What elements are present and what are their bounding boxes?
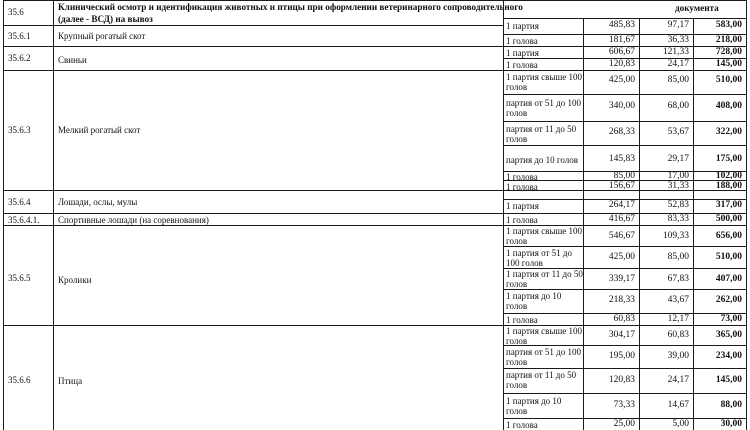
price-total: 407,00 [715, 274, 742, 284]
grid-line [503, 145, 747, 146]
price-total: 583,00 [715, 20, 742, 30]
price-total: 510,00 [715, 252, 742, 262]
price-vat: 14,67 [667, 400, 689, 410]
price-base: 120,83 [608, 59, 635, 69]
price-vat: 68,00 [667, 101, 689, 111]
price-total: 365,00 [715, 330, 742, 340]
price-base: 25,00 [613, 419, 635, 429]
grid-line [3, 25, 504, 26]
price-unit: 1 голова [506, 60, 538, 70]
grid-line [3, 70, 504, 71]
row-name: Спортивные лошади (на соревнования) [58, 215, 209, 225]
price-base: 339,17 [608, 274, 635, 284]
price-unit: партия от 11 до 50 голов [506, 370, 577, 390]
price-vat: 17,00 [667, 171, 689, 181]
price-total: 262,00 [715, 295, 742, 305]
row-name: Крупный рогатый скот [58, 31, 146, 41]
price-base: 181,67 [608, 35, 635, 45]
price-vat: 43,67 [667, 295, 689, 305]
price-total: 73,00 [720, 314, 742, 324]
header-title-line2: (далее - ВСД) на вывоз [58, 14, 153, 24]
price-unit: 1 голова [506, 182, 538, 192]
price-unit: 1 партия свыше 100 голов [506, 226, 583, 246]
price-base: 425,00 [608, 75, 635, 85]
price-total: 317,00 [715, 200, 742, 210]
grid-line [53, 0, 54, 430]
price-base: 120,83 [608, 375, 635, 385]
price-vat: 85,00 [667, 252, 689, 262]
price-base: 416,67 [608, 214, 635, 224]
price-total: 728,00 [715, 47, 742, 57]
grid-line [503, 368, 747, 369]
price-unit: 1 партия до 10 голов [506, 291, 562, 311]
grid-line [503, 18, 747, 19]
price-base: 268,33 [608, 127, 635, 137]
price-vat: 36,33 [667, 35, 689, 45]
price-total: 175,00 [715, 154, 742, 164]
header-title-word-right: документа [675, 3, 719, 13]
price-vat: 83,33 [667, 214, 689, 224]
price-total: 234,00 [715, 351, 742, 361]
price-unit: 1 голова [506, 315, 538, 325]
row-name: Птица [58, 376, 83, 386]
price-unit: партия от 51 до 100 голов [506, 98, 581, 118]
row-name: Лошади, ослы, мулы [58, 197, 138, 207]
price-unit: 1 партия до 10 голов [506, 396, 562, 416]
price-vat: 60,83 [667, 330, 689, 340]
price-total: 408,00 [715, 101, 742, 111]
price-vat: 12,17 [667, 314, 689, 324]
grid-line [503, 246, 747, 247]
price-unit: партия до 10 голов [506, 155, 578, 165]
price-total: 510,00 [715, 75, 742, 85]
price-unit: 1 партия от 51 до 100 голов [506, 248, 572, 268]
price-vat: 121,33 [662, 47, 689, 57]
grid-line [503, 289, 747, 290]
row-code: 35.6.4.1. [8, 215, 40, 225]
price-base: 425,00 [608, 252, 635, 262]
grid-line [503, 70, 747, 71]
grid-line [3, 46, 504, 47]
price-unit: 1 голова [506, 420, 538, 430]
row-code: 35.6.4 [8, 197, 31, 207]
row-code: 35.6.6 [8, 375, 31, 385]
row-code: 35.6.3 [8, 125, 31, 135]
price-vat: 53,67 [667, 127, 689, 137]
header-code: 35.6 [8, 7, 24, 17]
price-base: 304,17 [608, 330, 635, 340]
price-vat: 24,17 [667, 59, 689, 69]
price-total: 145,00 [715, 375, 742, 385]
price-total: 188,00 [715, 181, 742, 191]
row-code: 35.6.1 [8, 31, 31, 41]
price-base: 60,83 [613, 314, 635, 324]
price-vat: 29,17 [667, 154, 689, 164]
grid-line [3, 213, 504, 214]
price-vat: 97,17 [667, 20, 689, 30]
price-total: 30,00 [720, 419, 742, 429]
price-base: 145,83 [608, 154, 635, 164]
price-base: 218,33 [608, 295, 635, 305]
price-unit: партия от 11 до 50 голов [506, 124, 577, 144]
price-vat: 85,00 [667, 75, 689, 85]
row-code: 35.6.2 [8, 53, 31, 63]
price-vat: 24,17 [667, 375, 689, 385]
price-unit: 1 партия свыше 100 голов [506, 72, 583, 92]
grid-line [746, 0, 747, 430]
grid-line [503, 94, 747, 95]
row-name: Мелкий рогатый скот [58, 125, 141, 135]
price-base: 340,00 [608, 101, 635, 111]
price-unit: 1 голова [506, 215, 538, 225]
price-total: 88,00 [720, 400, 742, 410]
price-unit: партия от 51 до 100 голов [506, 347, 581, 367]
grid-line [3, 225, 504, 226]
price-base: 485,83 [608, 20, 635, 30]
grid-line [3, 0, 747, 1]
header-title-line1: Клинический осмотр и идентификация животных и птицы при оформлении ветеринарного сопроводительного [58, 2, 523, 12]
price-base: 606,67 [608, 47, 635, 57]
row-name: Кролики [58, 275, 92, 285]
price-unit: 1 партия от 11 до 50 голов [506, 269, 583, 289]
price-total: 656,00 [715, 231, 742, 241]
price-vat: 109,33 [662, 231, 689, 241]
row-code: 35.6.5 [8, 273, 31, 283]
price-total: 322,00 [715, 127, 742, 137]
price-base: 546,67 [608, 231, 635, 241]
price-vat: 52,83 [667, 200, 689, 210]
price-unit: 1 голова [506, 36, 538, 46]
price-vat: 67,83 [667, 274, 689, 284]
price-base: 73,33 [613, 400, 635, 410]
price-total: 102,00 [715, 171, 742, 181]
price-vat: 5,00 [672, 419, 689, 429]
grid-line [3, 190, 504, 191]
grid-line [3, 0, 4, 430]
price-total: 500,00 [715, 214, 742, 224]
price-base: 264,17 [608, 200, 635, 210]
price-base: 195,00 [608, 351, 635, 361]
grid-line [503, 393, 747, 394]
price-base: 85,00 [613, 171, 635, 181]
grid-line [503, 0, 504, 430]
price-total: 145,00 [715, 59, 742, 69]
row-name: Свиньи [58, 55, 87, 65]
price-unit: 1 голова [506, 172, 538, 182]
price-base: 156,67 [608, 181, 635, 191]
price-vat: 39,00 [667, 351, 689, 361]
price-total: 218,00 [715, 35, 742, 45]
grid-line [3, 325, 504, 326]
price-unit: 1 партия свыше 100 голов [506, 326, 583, 346]
price-vat: 31,33 [667, 181, 689, 191]
price-unit: 1 партия [506, 21, 539, 31]
grid-line [503, 121, 747, 122]
price-unit: 1 партия [506, 48, 539, 58]
price-unit: 1 партия [506, 201, 539, 211]
